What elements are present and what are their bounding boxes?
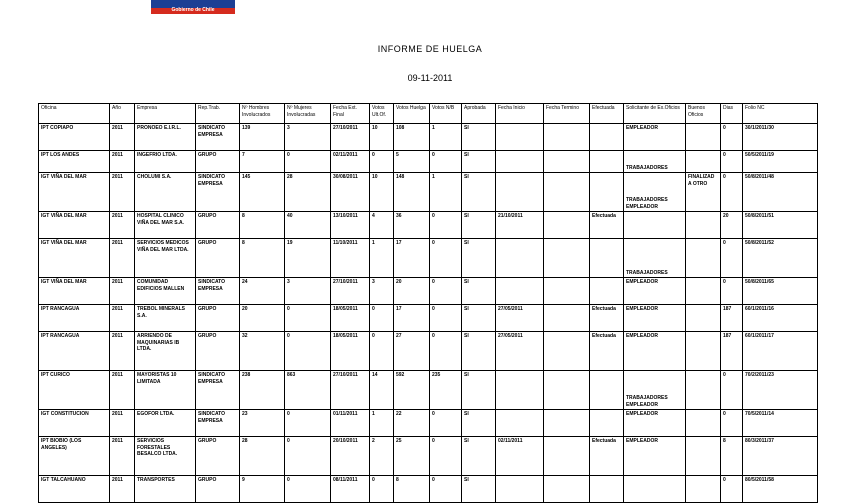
table-cell: IGT VIÑA DEL MAR [39, 278, 110, 305]
table-cell: EMPLEADOR [624, 437, 686, 476]
table-cell [686, 151, 721, 173]
table-cell: 2011 [110, 151, 135, 173]
table-cell [544, 410, 590, 437]
gobierno-logo [151, 0, 235, 14]
table-cell: 2 [370, 437, 394, 476]
table-cell: CHOLUMI S.A. [135, 173, 196, 212]
table-cell: Efectuada [590, 437, 624, 476]
table-cell: IPT COPIAPO [39, 124, 110, 151]
col-header: Nº Mujeres Involucradas [285, 104, 331, 124]
table-cell: 21/10/2011 [496, 212, 544, 239]
table-cell: 1 [370, 410, 394, 437]
table-cell [544, 437, 590, 476]
table-cell: 17 [394, 305, 430, 332]
table-cell: 0 [370, 476, 394, 503]
table-cell: 0 [721, 239, 743, 278]
table-cell: 0 [370, 151, 394, 173]
table-cell: SERVICIOS MEDICOS VIÑA DEL MAR LTDA. [135, 239, 196, 278]
table-cell: 2011 [110, 437, 135, 476]
table-cell: 0 [721, 476, 743, 503]
table-cell: 22 [394, 410, 430, 437]
table-cell: 18/05/2011 [331, 305, 370, 332]
table-cell [590, 278, 624, 305]
table-cell: EMPLEADOR [624, 305, 686, 332]
table-cell: SI [462, 278, 496, 305]
table-cell [496, 151, 544, 173]
table-cell: 50/8/2011/48 [743, 173, 818, 212]
table-cell: 60/1/2011/16 [743, 305, 818, 332]
table-cell [544, 239, 590, 278]
table-cell: GRUPO [196, 437, 240, 476]
table-cell [544, 305, 590, 332]
table-cell: 20/10/2011 [331, 437, 370, 476]
table-cell: 50/8/2011/52 [743, 239, 818, 278]
table-cell: 187 [721, 305, 743, 332]
table-cell: GRUPO [196, 239, 240, 278]
col-header: Votos Huelga [394, 104, 430, 124]
table-cell: IPT CURICO [39, 371, 110, 410]
table-row [39, 410, 818, 437]
table-cell: 18/05/2011 [331, 332, 370, 371]
table-cell: EMPLEADOR [624, 278, 686, 305]
col-header: Empresa [135, 104, 196, 124]
col-header: Solicitante de Ex.Oficios [624, 104, 686, 124]
table-cell: IGT VIÑA DEL MAR [39, 212, 110, 239]
col-header: Fecha Termino [544, 104, 590, 124]
table-cell: GRUPO [196, 332, 240, 371]
table-cell [686, 437, 721, 476]
table-cell: TRANSPORTES [135, 476, 196, 503]
table-cell [686, 371, 721, 410]
table-cell: SI [462, 410, 496, 437]
table-cell [544, 476, 590, 503]
col-header: Fecha Inicio [496, 104, 544, 124]
table-cell [544, 332, 590, 371]
col-header: Buenos Oficios [686, 104, 721, 124]
table-cell [590, 151, 624, 173]
table-cell: 2011 [110, 212, 135, 239]
table-cell: 17 [394, 239, 430, 278]
table-cell: 11/10/2011 [331, 239, 370, 278]
table-cell: 0 [430, 437, 462, 476]
table-cell: 27/05/2011 [496, 332, 544, 371]
table-cell: PRONOEO E.I.R.L. [135, 124, 196, 151]
table-cell: COMUNIDAD EDIFICIOS MALLEN [135, 278, 196, 305]
table-row [39, 124, 818, 151]
table-cell: 2011 [110, 371, 135, 410]
table-cell: 0 [721, 371, 743, 410]
table-cell: TRABAJADORES EMPLEADOR [624, 173, 686, 212]
table-cell: IPT RANCAGUA [39, 332, 110, 371]
table-cell: 0 [370, 305, 394, 332]
table-cell: 5 [394, 151, 430, 173]
col-header: Votos Ult.Of. [370, 104, 394, 124]
table-cell: 2011 [110, 305, 135, 332]
header-row [39, 104, 818, 124]
table-cell: 0 [721, 410, 743, 437]
table-cell: 1 [430, 173, 462, 212]
table-cell: IPT BIOBIO (LOS ANGELES) [39, 437, 110, 476]
table-cell: 3 [285, 124, 331, 151]
table-cell [496, 173, 544, 212]
table-cell: SI [462, 371, 496, 410]
table-cell: SI [462, 151, 496, 173]
table-cell: 50/5/2011/19 [743, 151, 818, 173]
table-cell: 8 [394, 476, 430, 503]
table-cell: SERVICIOS FORESTALES BESALCO LTDA. [135, 437, 196, 476]
table-cell [686, 305, 721, 332]
table-cell: 50/8/2011/51 [743, 212, 818, 239]
table-cell [624, 212, 686, 239]
table-cell [590, 239, 624, 278]
table-cell: SINDICATO EMPRESA [196, 410, 240, 437]
table-cell: 0 [285, 476, 331, 503]
table-cell: 0 [370, 332, 394, 371]
table-cell: 28 [285, 173, 331, 212]
table-cell: 187 [721, 332, 743, 371]
table-cell [686, 212, 721, 239]
table-cell: SINDICATO EMPRESA [196, 278, 240, 305]
table-cell [544, 278, 590, 305]
table-cell [590, 410, 624, 437]
table-cell: 0 [430, 332, 462, 371]
table-cell: 0 [285, 410, 331, 437]
table-body [39, 124, 818, 503]
table-cell: 32 [240, 332, 285, 371]
table-cell [544, 151, 590, 173]
table-cell: 0 [285, 151, 331, 173]
table-cell: 145 [240, 173, 285, 212]
table-cell [686, 124, 721, 151]
table-cell: 13/10/2011 [331, 212, 370, 239]
table-row [39, 173, 818, 212]
table-cell: 863 [285, 371, 331, 410]
table-cell: Efectuada [590, 332, 624, 371]
table-cell: SINDICATO EMPRESA [196, 371, 240, 410]
table-cell: 28 [240, 437, 285, 476]
table-cell: IGT TALCAHUANO [39, 476, 110, 503]
table-cell: 25 [394, 437, 430, 476]
table-cell [590, 476, 624, 503]
table-cell: MAYORISTAS 10 LIMITADA [135, 371, 196, 410]
table-cell: 1 [370, 239, 394, 278]
table-row [39, 437, 818, 476]
table-cell: IPT LOS ANDES [39, 151, 110, 173]
table-cell: 238 [240, 371, 285, 410]
table-cell: IGT CONSTITUCION [39, 410, 110, 437]
table-cell: 139 [240, 124, 285, 151]
table-cell: 8 [240, 239, 285, 278]
table-cell: EMPLEADOR [624, 332, 686, 371]
table-cell: SINDICATO EMPRESA [196, 173, 240, 212]
col-header: Dias [721, 104, 743, 124]
table-cell: 0 [430, 278, 462, 305]
table-cell [590, 124, 624, 151]
table-cell: SINDICATO EMPRESA [196, 124, 240, 151]
table-cell: 30/1/2011/30 [743, 124, 818, 151]
table-cell: Efectuada [590, 305, 624, 332]
table-row [39, 371, 818, 410]
table-cell: IGT VIÑA DEL MAR [39, 239, 110, 278]
table-cell: SI [462, 332, 496, 371]
table-cell: GRUPO [196, 305, 240, 332]
table-cell: Efectuada [590, 212, 624, 239]
table-cell [686, 410, 721, 437]
table-cell: 40 [285, 212, 331, 239]
table-cell: 0 [430, 476, 462, 503]
table-cell: TRABAJADORES [624, 151, 686, 173]
table-cell: 20 [240, 305, 285, 332]
table-cell [686, 278, 721, 305]
table-cell [544, 212, 590, 239]
table-cell: SI [462, 212, 496, 239]
table-cell: SI [462, 239, 496, 278]
table-cell [590, 371, 624, 410]
table-cell: 50/8/2011/65 [743, 278, 818, 305]
table-cell: 2011 [110, 173, 135, 212]
table-cell: 0 [721, 278, 743, 305]
table-cell: 0 [285, 437, 331, 476]
table-cell: HOSPITAL CLINICO VIÑA DEL MAR S.A. [135, 212, 196, 239]
table-cell: 14 [370, 371, 394, 410]
table-cell [496, 371, 544, 410]
col-header: Oficina [39, 104, 110, 124]
table-cell: 592 [394, 371, 430, 410]
table-cell: 01/11/2011 [331, 410, 370, 437]
table-cell: 27/10/2011 [331, 371, 370, 410]
table-cell: 3 [370, 278, 394, 305]
strike-report-table [38, 103, 818, 503]
table-cell: FINALIZAD A OTRO [686, 173, 721, 212]
table-cell: 60/1/2011/17 [743, 332, 818, 371]
table-cell: 108 [394, 124, 430, 151]
table-row [39, 239, 818, 278]
table-cell: TRABAJADORES [624, 239, 686, 278]
table-cell: IPT RANCAGUA [39, 305, 110, 332]
table-cell: GRUPO [196, 212, 240, 239]
table-cell: 0 [285, 332, 331, 371]
table-cell [686, 239, 721, 278]
col-header: Votos N/B [430, 104, 462, 124]
table-cell: 3 [285, 278, 331, 305]
table-cell: 0 [721, 151, 743, 173]
table-cell [624, 476, 686, 503]
col-header: Nº Hombres Involucrados [240, 104, 285, 124]
table-cell: 2011 [110, 332, 135, 371]
table-cell: SI [462, 476, 496, 503]
table-cell: IGT VIÑA DEL MAR [39, 173, 110, 212]
table-cell [496, 410, 544, 437]
table-cell: 0 [430, 410, 462, 437]
table-row [39, 151, 818, 173]
table-cell: 0 [285, 305, 331, 332]
table-cell: 0 [430, 151, 462, 173]
table-cell: 0 [430, 239, 462, 278]
table-cell: 80/5/2011/58 [743, 476, 818, 503]
table-cell: 2011 [110, 124, 135, 151]
table-cell: 2011 [110, 278, 135, 305]
table-cell [590, 173, 624, 212]
table-cell [496, 239, 544, 278]
table-cell: INGEFRIO LTDA. [135, 151, 196, 173]
table-cell: 24 [240, 278, 285, 305]
table-cell: 20 [721, 212, 743, 239]
table-cell: 2011 [110, 239, 135, 278]
table-cell: ARRIENDO DE MAQUINARIAS IB LTDA. [135, 332, 196, 371]
table-cell: 02/11/2011 [331, 151, 370, 173]
table-cell [544, 371, 590, 410]
report-title: INFORME DE HUELGA [377, 44, 483, 54]
table-cell: 2011 [110, 476, 135, 503]
table-cell: 27/05/2011 [496, 305, 544, 332]
table-cell: 70/2/2011/23 [743, 371, 818, 410]
table-cell: 1 [430, 124, 462, 151]
table-cell: 7 [240, 151, 285, 173]
table-cell: EMPLEADOR [624, 410, 686, 437]
table-cell [544, 173, 590, 212]
col-header: Folio NC [743, 104, 818, 124]
table-cell: TRABAJADORES EMPLEADOR [624, 371, 686, 410]
col-header: Aprobada [462, 104, 496, 124]
table-cell: SI [462, 173, 496, 212]
table-cell [496, 124, 544, 151]
table-row [39, 476, 818, 503]
table-cell: 8 [240, 212, 285, 239]
logo-text: Gobierno de Chile [171, 7, 215, 13]
table-cell: 148 [394, 173, 430, 212]
table-cell: 2011 [110, 410, 135, 437]
table-row [39, 212, 818, 239]
table-cell: 27/10/2011 [331, 278, 370, 305]
table-cell: 0 [721, 173, 743, 212]
table-cell: EGOFOR LTDA. [135, 410, 196, 437]
report-date: 09-11-2011 [407, 73, 453, 83]
table-cell: 70/5/2011/14 [743, 410, 818, 437]
table-cell: 27/10/2011 [331, 124, 370, 151]
table-cell [686, 476, 721, 503]
table-cell: 20 [394, 278, 430, 305]
table-cell: 19 [285, 239, 331, 278]
table-row [39, 305, 818, 332]
table-cell: 10 [370, 124, 394, 151]
col-header: Rep.Trab. [196, 104, 240, 124]
table-cell: EMPLEADOR [624, 124, 686, 151]
table-cell: 4 [370, 212, 394, 239]
table-cell: 0 [430, 212, 462, 239]
table-cell: SI [462, 437, 496, 476]
col-header: Efectuada [590, 104, 624, 124]
table-cell: 0 [430, 305, 462, 332]
table-cell [544, 124, 590, 151]
col-header: Año [110, 104, 135, 124]
table-cell: 02/11/2011 [496, 437, 544, 476]
table-cell: 27 [394, 332, 430, 371]
table-cell [496, 476, 544, 503]
table-cell: 0 [721, 124, 743, 151]
table-cell: GRUPO [196, 476, 240, 503]
table-row [39, 278, 818, 305]
table-cell: GRUPO [196, 151, 240, 173]
table-cell: 36 [394, 212, 430, 239]
table-cell: SI [462, 305, 496, 332]
table-cell [686, 332, 721, 371]
table-cell: 10 [370, 173, 394, 212]
table-cell: 235 [430, 371, 462, 410]
col-header: Fecha Ext. Final [331, 104, 370, 124]
table-cell: 08/11/2011 [331, 476, 370, 503]
table-cell: SI [462, 124, 496, 151]
table-cell [496, 278, 544, 305]
table-row [39, 332, 818, 371]
table-cell: 80/3/2011/37 [743, 437, 818, 476]
table-cell: 23 [240, 410, 285, 437]
table-cell: 9 [240, 476, 285, 503]
table-cell: 30/08/2011 [331, 173, 370, 212]
table-cell: TREBOL MINERALS S.A. [135, 305, 196, 332]
table-cell: 8 [721, 437, 743, 476]
